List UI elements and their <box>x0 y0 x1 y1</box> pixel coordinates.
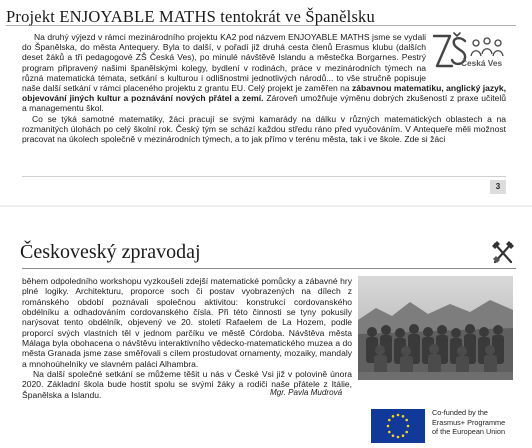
eu-cofunding-text <box>432 408 505 437</box>
eu-line-3: of the European Union <box>432 427 506 437</box>
eu-line-1: Co-funded by the <box>432 408 488 417</box>
page-number: 3 <box>490 180 506 194</box>
zs-ceska-ves-logo <box>432 32 506 74</box>
logo-label: Česká Ves <box>461 58 503 68</box>
school-logo <box>432 32 506 74</box>
paragraph-workshop: během odpoledního workshopu vyzkoušeli zdejší matematické pomůcky a zábavné hry plné logiky. Architekturu, proporce soch či postav vyobrazených na dílech z románského období poznávali společnou aktivitou: konstrukcí cordovanského obdélníku a odhadováním cordovanského čísla. Při této činnosti se tyny pokusily narýsovat tento obdélník, objevený ve 20. století Rafaelem de La Hozem, podle proporcí svých vlastních těl v jednom parčíku ve městě Córdoba. Návštěva města Málaga byla obohacena o návštěvu interaktivního vědecko-matematického muzea a do města Granada jsme zase směřovali s cílem prostudovat ornamenty, mozaiky, mandaly a mnohoúhelníky ve slavném paláci Alhambra. <box>22 276 352 369</box>
paragraph-intro-b: Zároveň umožňuje výměnu dobrých zkušeností z praxe učitelů a managementu škol. <box>22 93 506 114</box>
newsletter-title: Českoveský zpravodaj <box>20 241 201 263</box>
page-footer <box>22 176 506 193</box>
article-body-page1 <box>22 32 506 144</box>
article-body-page2 <box>22 276 352 400</box>
group-photo <box>358 276 513 380</box>
paragraph-intro-a: Na druhý výjezd v rámci mezinárodního projektu KA2 pod názvem ENJOYABLE MATHS jsme se vydali do Španělska, do města Antequery. Byla to další, v pořadí již druhá cesta členů Erasmus klubu (dalších deset žáků a tři pedagogové ZŠ Česká Ves), po minulé návštěvě Islandu a městečka Borgarnes. Pestrý program připravený našimi španělskými kolegy, bydlení v rodinách, práce v mezinárodních týmech na různá matematická témata, setkání s kulturou i odlišnostmi jednotlivých národů... to vše stručně popisuje naše další setkání v rámci placeného projektu z grantu EU. Celý projekt je zaměřen na <box>22 32 426 94</box>
page-edge-shadow <box>0 205 532 207</box>
paragraph-next-meeting: Na další společné setkání se můžeme těšit u nás v České Vsi již v polovině února 2020. Základní škola bude hostit spolu se svými žáky a rodiči naše přátele z Itálie, Španělska a Islandu. <box>22 369 352 400</box>
group-photo-image <box>358 276 513 380</box>
paragraph-maths: Co se týká samotné matematiky, žáci pracují se svými kamarády na dálku v různých matematických oblastech a na rozmanitých úlohách po celý školní rok. Český tým se schází každou středu ráno před vyučováním. V Antequeře měli možnost pracovat na úkolech společně v mezinárodních týmech, a to jak přímo v terénu města, tak i ve škole. Zde si žáci <box>22 113 506 145</box>
article-title: Projekt ENJOYABLE MATHS tentokrát ve Španělsku <box>6 7 375 26</box>
crossed-tools-icon <box>490 240 516 266</box>
top-strip <box>0 0 532 4</box>
eu-flag-icon <box>371 409 425 443</box>
author-signature: Mgr. Pavla Mudrová <box>270 388 343 397</box>
newsletter-header <box>22 238 516 269</box>
eu-line-2: Erasmus+ Programme <box>432 417 506 427</box>
article-title-bar <box>6 7 516 26</box>
paragraph-intro-bold: zábavnou matematiku, anglický jazyk, objevování jiných kultur a poznávání nových přátel a zemí. <box>22 83 506 104</box>
